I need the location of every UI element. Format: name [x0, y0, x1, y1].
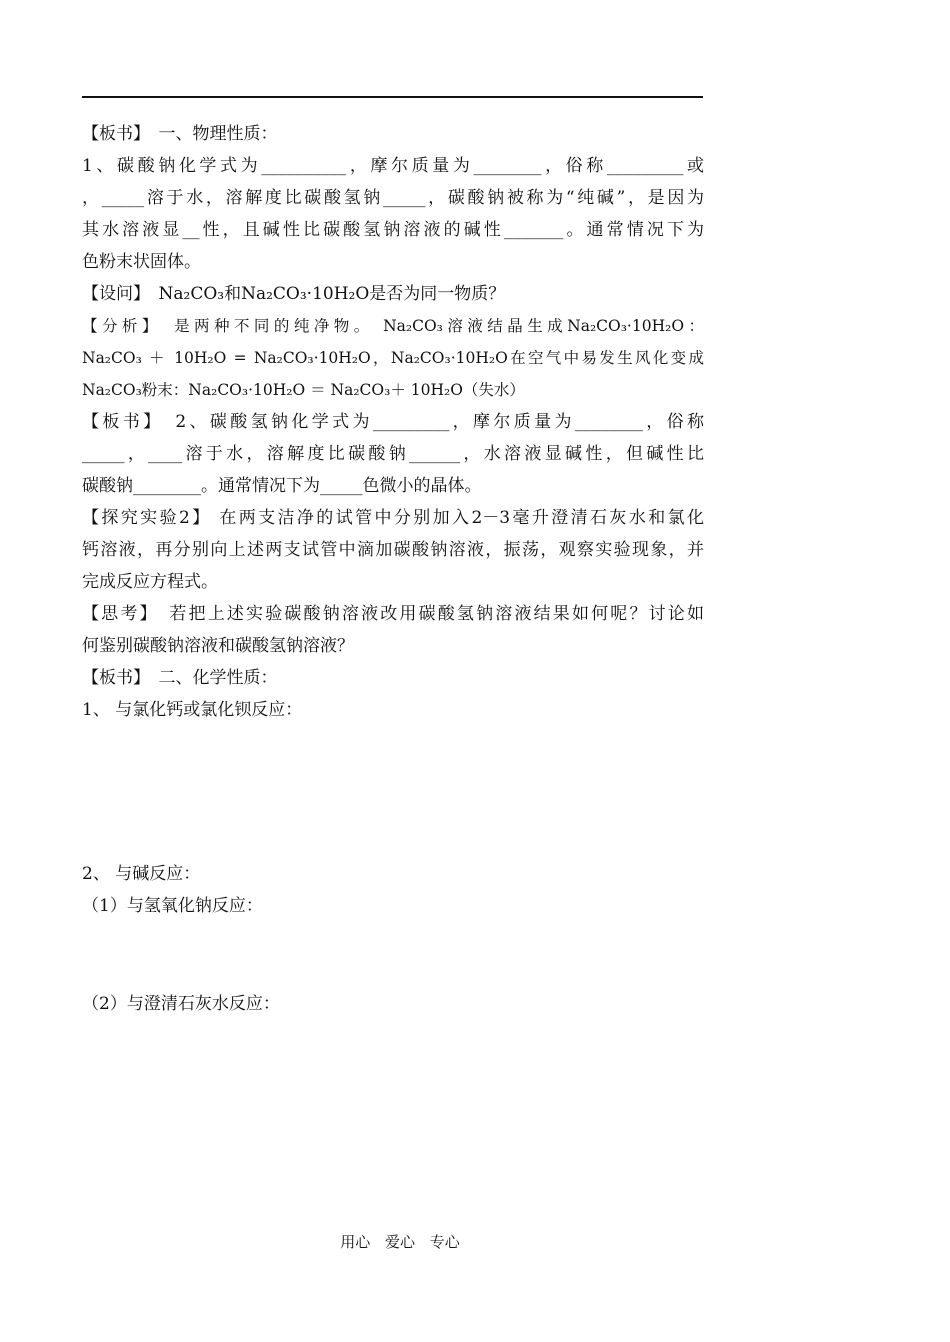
- text-line: 1、碳酸钠化学式为__________，摩尔质量为________，俗称_________或: [82, 156, 704, 176]
- section-heading-bicarbonate: 【板书】 2、碳酸氢钠化学式为_________，摩尔质量为________，俗称: [82, 412, 704, 432]
- answer-space: [82, 726, 704, 858]
- item-naoh-reaction: （1）与氢氧化钠反应：: [82, 896, 263, 916]
- think-line: 【思考】 若把上述实验碳酸钠溶液改用碳酸氢钠溶液结果如何呢？讨论如: [82, 604, 704, 624]
- equation-line: Na₂CO₃ ＋ 10H₂O = Na₂CO₃·10H₂O，Na₂CO₃·10H₂O在空气中易发生风化变成: [82, 349, 704, 367]
- answer-space: [82, 922, 704, 988]
- document-body: [82, 118, 704, 1020]
- text-line: 碳酸钠________。通常情况下为_____色微小的晶体。: [82, 476, 482, 496]
- text-line: ，_____溶于水，溶解度比碳酸氢钠_____，碳酸钠被称为“纯碱”，是因为: [82, 188, 704, 208]
- question-line: 【设问】 Na₂CO₃和Na₂CO₃·10H₂O是否为同一物质？: [82, 284, 506, 304]
- experiment-line: 完成反应方程式。: [82, 572, 218, 592]
- equation-line: Na₂CO₃粉末：Na₂CO₃·10H₂O ＝ Na₂CO₃＋ 10H₂O（失水）: [82, 381, 525, 399]
- item-limewater-reaction: （2）与澄清石灰水反应：: [82, 994, 280, 1014]
- page-footer: 用心 爱心 专心: [340, 1233, 460, 1251]
- think-line: 何鉴别碳酸钠溶液和碳酸氢钠溶液？: [82, 636, 354, 656]
- section-heading-chemical: 【板书】 二、化学性质：: [82, 668, 278, 688]
- text-line: 色粉末状固体。: [82, 252, 201, 272]
- item-base-reaction: 2、 与碱反应：: [82, 864, 201, 884]
- text-line: _____，____溶于水，溶解度比碳酸钠______，水溶液显碱性，但碱性比: [82, 444, 704, 464]
- header-rule: [82, 96, 703, 98]
- experiment-line: 【探究实验2】 在两支洁净的试管中分别加入2－3毫升澄清石灰水和氯化: [82, 508, 704, 528]
- text-line: 其水溶液显__性，且碱性比碳酸氢钠溶液的碱性_______。通常情况下为: [82, 220, 704, 240]
- analysis-line: 【分析】 是两种不同的纯净物。 Na₂CO₃溶液结晶生成Na₂CO₃·10H₂O：: [82, 317, 704, 335]
- item-calcium-chloride-reaction: 1、 与氯化钙或氯化钡反应：: [82, 700, 303, 720]
- experiment-line: 钙溶液，再分别向上述两支试管中滴加碳酸钠溶液，振荡，观察实验现象，并: [82, 540, 704, 560]
- section-heading-physical: 【板书】 一、物理性质：: [82, 124, 278, 144]
